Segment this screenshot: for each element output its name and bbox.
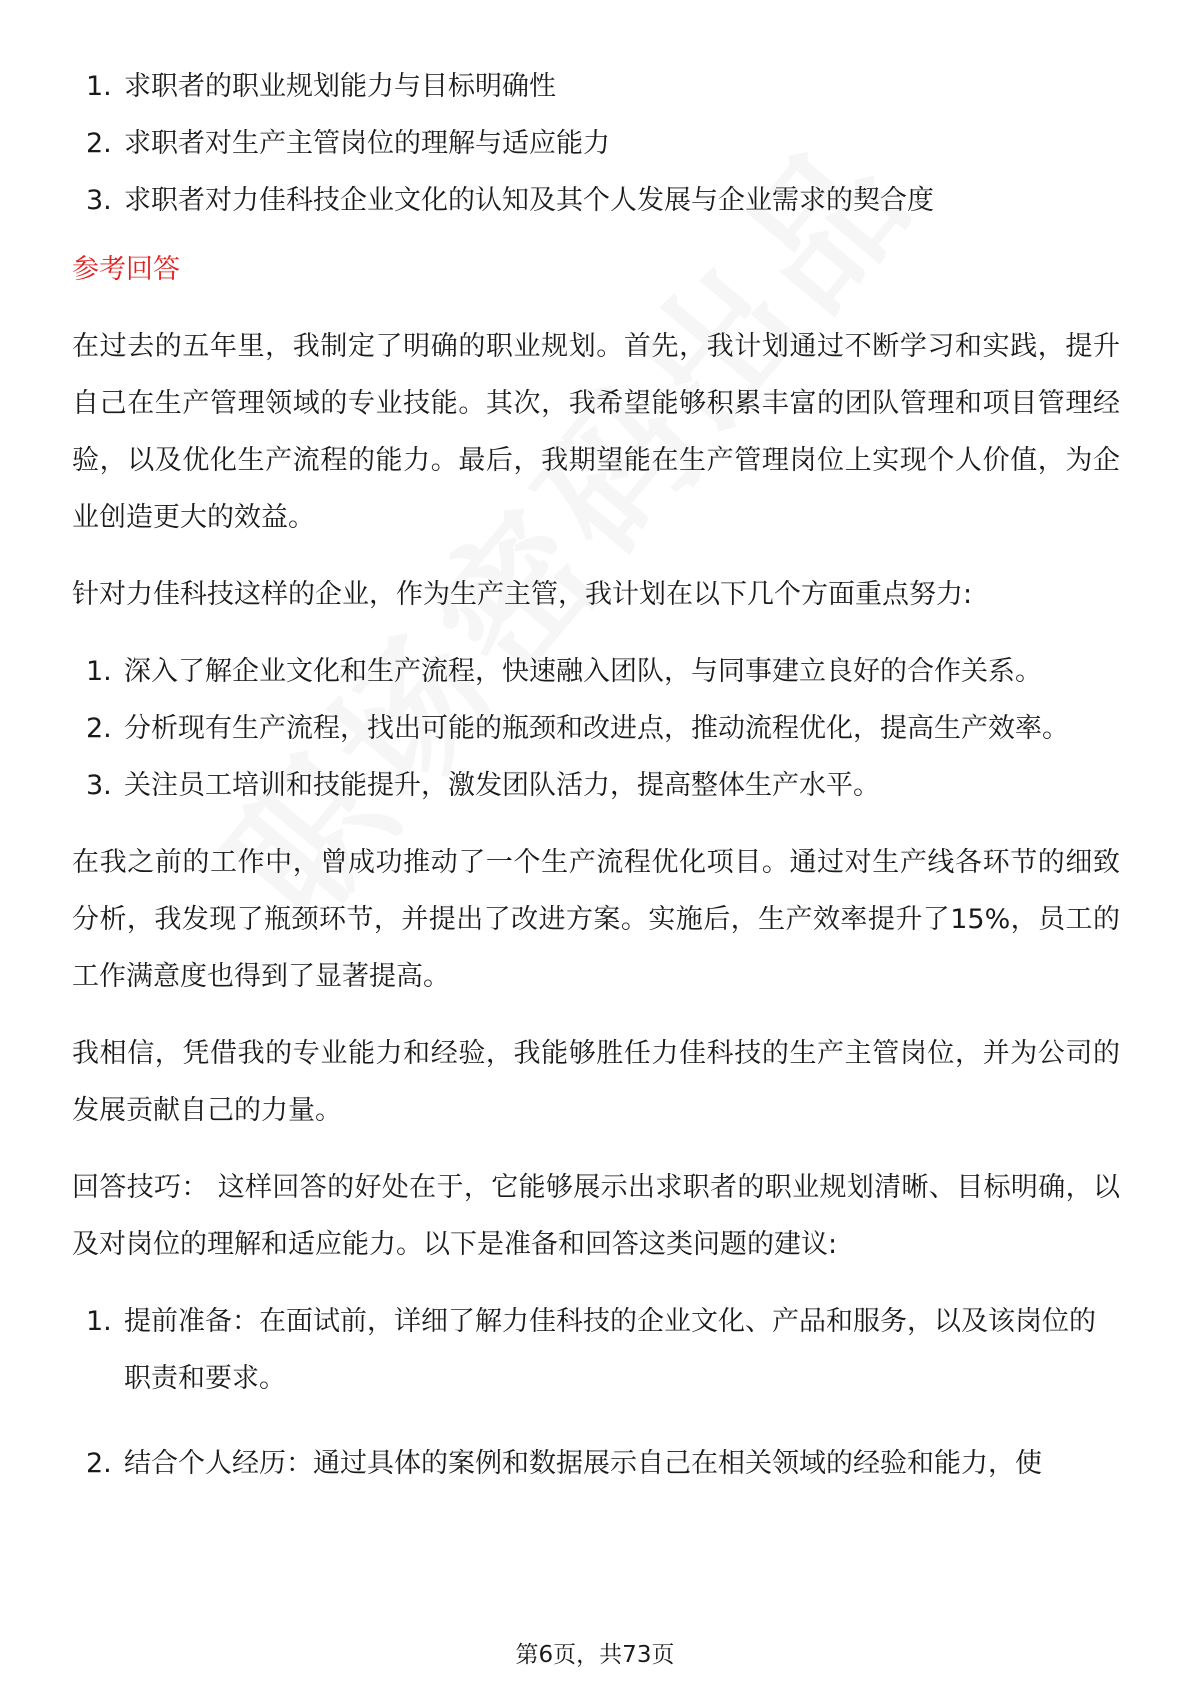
list-item [72, 115, 1120, 172]
list-number: 3. [86, 770, 112, 801]
list-item-text: 深入了解企业文化和生产流程，快速融入团队，与同事建立良好的合作关系。 [124, 656, 1042, 687]
page-footer: 第6页，共73页 [515, 1642, 675, 1668]
tips-list [72, 1293, 1120, 1492]
list-item-text: 求职者的职业规划能力与目标明确性 [124, 71, 556, 102]
list-number: 2. [86, 1448, 112, 1479]
list-number: 2. [86, 713, 112, 744]
list-item [72, 700, 1120, 757]
conclusion-paragraph: 我相信，凭借我的专业能力和经验，我能够胜任力佳科技的生产主管岗位，并为公司的发展贡献自己的力量。 [72, 1038, 1120, 1126]
list-item-text: 结合个人经历：通过具体的案例和数据展示自己在相关领域的经验和能力，使 [124, 1448, 1042, 1479]
section-heading: 参考回答 [72, 254, 180, 285]
list-number: 1. [86, 656, 112, 687]
list-item-text: 提前准备：在面试前，详细了解力佳科技的企业文化、产品和服务，以及该岗位的职责和要求。 [124, 1306, 1096, 1394]
list-number: 2. [86, 128, 112, 159]
list-item [72, 643, 1120, 700]
tips-paragraph: 回答技巧： 这样回答的好处在于，它能够展示出求职者的职业规划清晰、目标明确，以及对岗位的理解和适应能力。以下是准备和回答这类问题的建议: [72, 1172, 1120, 1260]
list-item [72, 757, 1120, 814]
list-number: 1. [86, 1306, 112, 1337]
plan-list [72, 643, 1120, 814]
plan-intro-paragraph: 针对力佳科技这样的企业，作为生产主管，我计划在以下几个方面重点努力: [72, 579, 973, 610]
intro-list [72, 58, 1120, 229]
list-item [72, 1293, 1120, 1407]
list-number: 3. [86, 185, 112, 216]
list-item-text: 求职者对生产主管岗位的理解与适应能力 [124, 128, 610, 159]
list-number: 1. [86, 71, 112, 102]
list-item [72, 58, 1120, 115]
list-item [72, 172, 1120, 229]
document-page [72, 58, 1120, 1520]
list-item-text: 求职者对力佳科技企业文化的认知及其个人发展与企业需求的契合度 [124, 185, 934, 216]
answer-paragraph: 在过去的五年里，我制定了明确的职业规划。首先，我计划通过不断学习和实践，提升自己在生产管理领域的专业技能。其次，我希望能够积累丰富的团队管理和项目管理经验，以及优化生产流程的能力。最后，我期望能在生产管理岗位上实现个人价值，为企业创造更大的效益。 [72, 331, 1120, 533]
list-item [72, 1435, 1120, 1492]
experience-paragraph: 在我之前的工作中，曾成功推动了一个生产流程优化项目。通过对生产线各环节的细致分析，我发现了瓶颈环节，并提出了改进方案。实施后，生产效率提升了15%，员工的工作满意度也得到了显著提高。 [72, 847, 1120, 992]
list-item-text: 关注员工培训和技能提升，激发团队活力，提高整体生产水平。 [124, 770, 880, 801]
list-item-text: 分析现有生产流程，找出可能的瓶颈和改进点，推动流程优化，提高生产效率。 [124, 713, 1069, 744]
